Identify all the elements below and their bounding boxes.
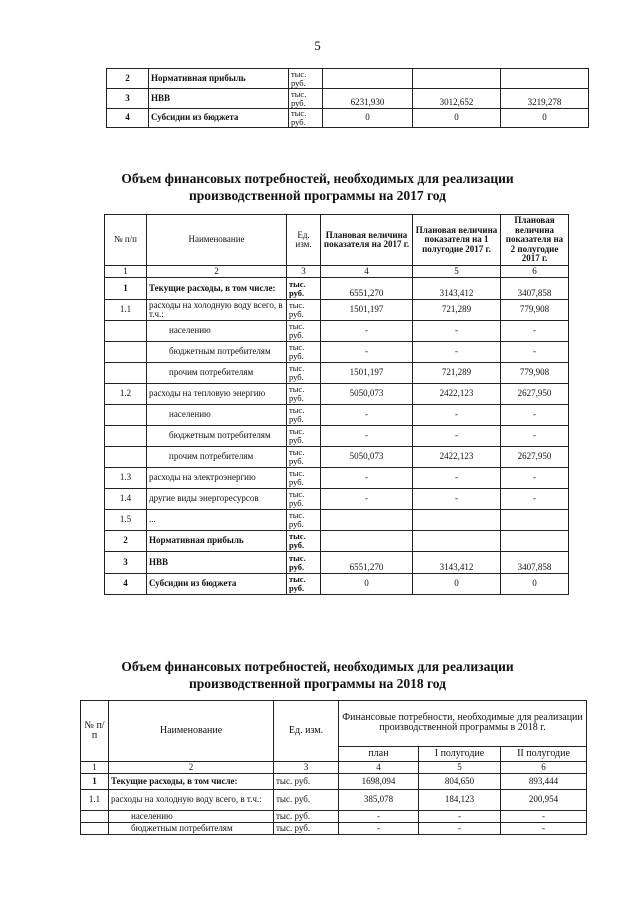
header-unit: Ед. изм. [287, 215, 321, 266]
table-row [105, 300, 569, 321]
table-row [107, 69, 589, 89]
row-value-plan: - [321, 426, 413, 447]
row-value-h1: - [413, 342, 501, 363]
row-value-plan: 1501,197 [321, 300, 413, 321]
row-value-h2: - [501, 342, 569, 363]
row-value-h1: 2422,123 [413, 447, 501, 468]
row-value-h2 [501, 510, 569, 531]
row-value-h1: 0 [413, 574, 501, 595]
row-number: 4 [107, 109, 149, 128]
row-value-plan [321, 531, 413, 552]
row-value-plan: - [339, 811, 419, 823]
row-value-plan: 1698,094 [339, 774, 419, 790]
row-value-h1: 721,289 [413, 363, 501, 384]
row-unit: тыс. руб. [287, 510, 321, 531]
row-value-h1: 721,289 [413, 300, 501, 321]
row-name: прочим потребителям [147, 447, 287, 468]
column-number-row [81, 762, 587, 774]
row-value-h1: - [419, 811, 501, 823]
row-name: Нормативная прибыль [147, 531, 287, 552]
row-value-plan: 6231,930 [323, 89, 413, 109]
row-number: 3 [107, 89, 149, 109]
table-row [107, 109, 589, 128]
row-name: населению [147, 321, 287, 342]
header-unit: Ед. изм. [274, 701, 339, 762]
row-unit: тыс. руб. [274, 774, 339, 790]
header-plan: Плановая величина показателя на 2017 г. [321, 215, 413, 266]
row-unit: тыс. руб. [287, 426, 321, 447]
table-row [105, 489, 569, 510]
row-name: бюджетным потребителям [147, 426, 287, 447]
row-value-h1: - [413, 489, 501, 510]
row-unit: тыс. руб. [287, 278, 321, 300]
col-number: 2 [147, 266, 287, 278]
row-value-h1: 3012,652 [413, 89, 501, 109]
row-value-h2: 3219,278 [501, 89, 589, 109]
row-unit: тыс. руб. [274, 790, 339, 811]
header-group: Финансовые потребности, необходимые для реализации производственной программы в 2018 г. [339, 701, 587, 747]
header-h1: I полугодие [419, 746, 501, 761]
row-name: Субсидии из бюджета [149, 109, 289, 128]
row-value-h2: - [501, 405, 569, 426]
row-name: бюджетным потребителям [109, 823, 274, 835]
row-name: населению [109, 811, 274, 823]
row-number: 3 [105, 552, 147, 574]
row-name: НВВ [147, 552, 287, 574]
table-row [105, 574, 569, 595]
row-value-h2: 0 [501, 109, 589, 128]
row-value-plan [321, 510, 413, 531]
row-value-h1 [413, 69, 501, 89]
col-number: 3 [287, 266, 321, 278]
row-value-h2: - [501, 489, 569, 510]
column-number-row [105, 266, 569, 278]
section-2017-title [0, 170, 635, 204]
row-value-plan: 0 [323, 109, 413, 128]
row-number: 2 [105, 531, 147, 552]
row-value-h2 [501, 69, 589, 89]
row-value-plan: 1501,197 [321, 363, 413, 384]
row-unit: тыс. руб. [287, 363, 321, 384]
row-value-h1: - [413, 468, 501, 489]
row-value-h1 [413, 510, 501, 531]
title-line: производственной программы на 2018 год [189, 676, 446, 691]
row-unit: тыс. руб. [287, 468, 321, 489]
row-value-h2: 2627,950 [501, 384, 569, 405]
row-number: 4 [105, 574, 147, 595]
row-value-plan: 0 [321, 574, 413, 595]
section-2018-title [0, 658, 635, 692]
table-row [105, 510, 569, 531]
row-number [105, 363, 147, 384]
table-row [81, 811, 587, 823]
row-value-h1: - [413, 426, 501, 447]
row-unit: тыс. руб. [274, 811, 339, 823]
row-value-h2: - [501, 468, 569, 489]
row-value-plan: 6551,270 [321, 278, 413, 300]
row-number [81, 811, 109, 823]
row-value-h1: 2422,123 [413, 384, 501, 405]
col-number: 1 [81, 762, 109, 774]
row-unit: тыс. руб. [287, 489, 321, 510]
col-number: 5 [413, 266, 501, 278]
title-line: производственной программы на 2017 год [189, 188, 446, 203]
row-value-h1: 184,123 [419, 790, 501, 811]
row-unit: тыс. руб. [287, 321, 321, 342]
row-value-h1: - [413, 321, 501, 342]
header-name: Наименование [147, 215, 287, 266]
row-value-h2: 2627,950 [501, 447, 569, 468]
row-value-h1: - [419, 823, 501, 835]
table-row [105, 552, 569, 574]
row-number: 1 [81, 774, 109, 790]
row-name: бюджетным потребителям [147, 342, 287, 363]
table-row [105, 278, 569, 300]
row-number [105, 405, 147, 426]
table-header-row [105, 215, 569, 266]
row-unit: тыс. руб. [289, 109, 323, 128]
row-number: 1.5 [105, 510, 147, 531]
row-number [105, 342, 147, 363]
row-name: НВВ [149, 89, 289, 109]
row-value-plan [323, 69, 413, 89]
row-number: 1.3 [105, 468, 147, 489]
row-unit: тыс. руб. [287, 552, 321, 574]
continuation-table [106, 68, 589, 128]
row-name: Субсидии из бюджета [147, 574, 287, 595]
row-value-h2: 779,908 [501, 300, 569, 321]
header-plan: план [339, 746, 419, 761]
row-value-h2: 0 [501, 574, 569, 595]
row-number [105, 426, 147, 447]
table-row [81, 774, 587, 790]
row-value-plan: - [321, 468, 413, 489]
row-value-h1 [413, 531, 501, 552]
table-row [105, 468, 569, 489]
row-number [105, 447, 147, 468]
row-name: расходы на холодную воду всего, в т.ч.: [109, 790, 274, 811]
row-value-h2: - [501, 823, 587, 835]
row-value-plan: - [321, 342, 413, 363]
table-row [105, 342, 569, 363]
table-row [105, 384, 569, 405]
row-name: Текущие расходы, в том числе: [147, 278, 287, 300]
row-value-h2: 200,954 [501, 790, 587, 811]
table-row [105, 363, 569, 384]
col-number: 4 [339, 762, 419, 774]
row-number: 1.1 [81, 790, 109, 811]
row-value-plan: - [339, 823, 419, 835]
row-value-plan: - [321, 405, 413, 426]
row-value-h2: - [501, 321, 569, 342]
row-unit: тыс. руб. [289, 69, 323, 89]
table-row [107, 89, 589, 109]
table-row [105, 447, 569, 468]
table-row [81, 790, 587, 811]
table-2017 [104, 214, 569, 595]
row-value-plan: 385,078 [339, 790, 419, 811]
row-value-h2: - [501, 426, 569, 447]
header-h1: Плановая величина показателя на 1 полугодие 2017 г. [413, 215, 501, 266]
col-number: 6 [501, 266, 569, 278]
col-number: 3 [274, 762, 339, 774]
row-name: расходы на тепловую энергию [147, 384, 287, 405]
row-value-plan: - [321, 321, 413, 342]
table-row [105, 405, 569, 426]
row-unit: тыс. руб. [287, 531, 321, 552]
col-number: 1 [105, 266, 147, 278]
row-value-h1: 3143,412 [413, 552, 501, 574]
row-value-plan: 5050,073 [321, 447, 413, 468]
row-value-h1: 0 [413, 109, 501, 128]
row-number: 1 [105, 278, 147, 300]
row-value-plan: 6551,270 [321, 552, 413, 574]
header-name: Наименование [109, 701, 274, 762]
header-num: № п/п [81, 701, 109, 762]
row-value-h2 [501, 531, 569, 552]
row-name: прочим потребителям [147, 363, 287, 384]
col-number: 4 [321, 266, 413, 278]
row-name: ... [147, 510, 287, 531]
row-name: населению [147, 405, 287, 426]
row-value-h2: 3407,858 [501, 278, 569, 300]
row-number: 2 [107, 69, 149, 89]
row-unit: тыс. руб. [287, 342, 321, 363]
row-value-plan: 5050,073 [321, 384, 413, 405]
row-unit: тыс. руб. [274, 823, 339, 835]
row-name: другие виды энергоресурсов [147, 489, 287, 510]
row-number: 1.4 [105, 489, 147, 510]
row-value-plan: - [321, 489, 413, 510]
page-number: 5 [314, 38, 321, 53]
row-value-h2: 893,444 [501, 774, 587, 790]
row-number: 1.2 [105, 384, 147, 405]
row-value-h2: - [501, 811, 587, 823]
table-2018 [80, 700, 587, 835]
header-h2: II полугодие [501, 746, 587, 761]
row-number [105, 321, 147, 342]
row-unit: тыс. руб. [287, 384, 321, 405]
header-h2: Плановая величина показателя на 2 полугодие 2017 г. [501, 215, 569, 266]
title-line: Объем финансовых потребностей, необходимых для реализации [121, 659, 514, 674]
row-name: расходы на холодную воду всего, в т.ч.: [147, 300, 287, 321]
table-row [81, 823, 587, 835]
row-number [81, 823, 109, 835]
table-header-row [81, 701, 587, 747]
table-row [105, 531, 569, 552]
row-unit: тыс. руб. [287, 300, 321, 321]
col-number: 6 [501, 762, 587, 774]
title-line: Объем финансовых потребностей, необходимых для реализации [121, 171, 514, 186]
row-value-h1: 3143,412 [413, 278, 501, 300]
row-unit: тыс. руб. [287, 574, 321, 595]
col-number: 2 [109, 762, 274, 774]
row-name: Текущие расходы, в том числе: [109, 774, 274, 790]
row-unit: тыс. руб. [289, 89, 323, 109]
table-row [105, 321, 569, 342]
table-row [105, 426, 569, 447]
row-name: Нормативная прибыль [149, 69, 289, 89]
row-value-h1: - [413, 405, 501, 426]
row-value-h2: 3407,858 [501, 552, 569, 574]
row-number: 1.1 [105, 300, 147, 321]
header-num: № п/п [105, 215, 147, 266]
row-value-h1: 804,650 [419, 774, 501, 790]
row-unit: тыс. руб. [287, 447, 321, 468]
col-number: 5 [419, 762, 501, 774]
row-value-h2: 779,908 [501, 363, 569, 384]
row-unit: тыс. руб. [287, 405, 321, 426]
row-name: расходы на электроэнергию [147, 468, 287, 489]
